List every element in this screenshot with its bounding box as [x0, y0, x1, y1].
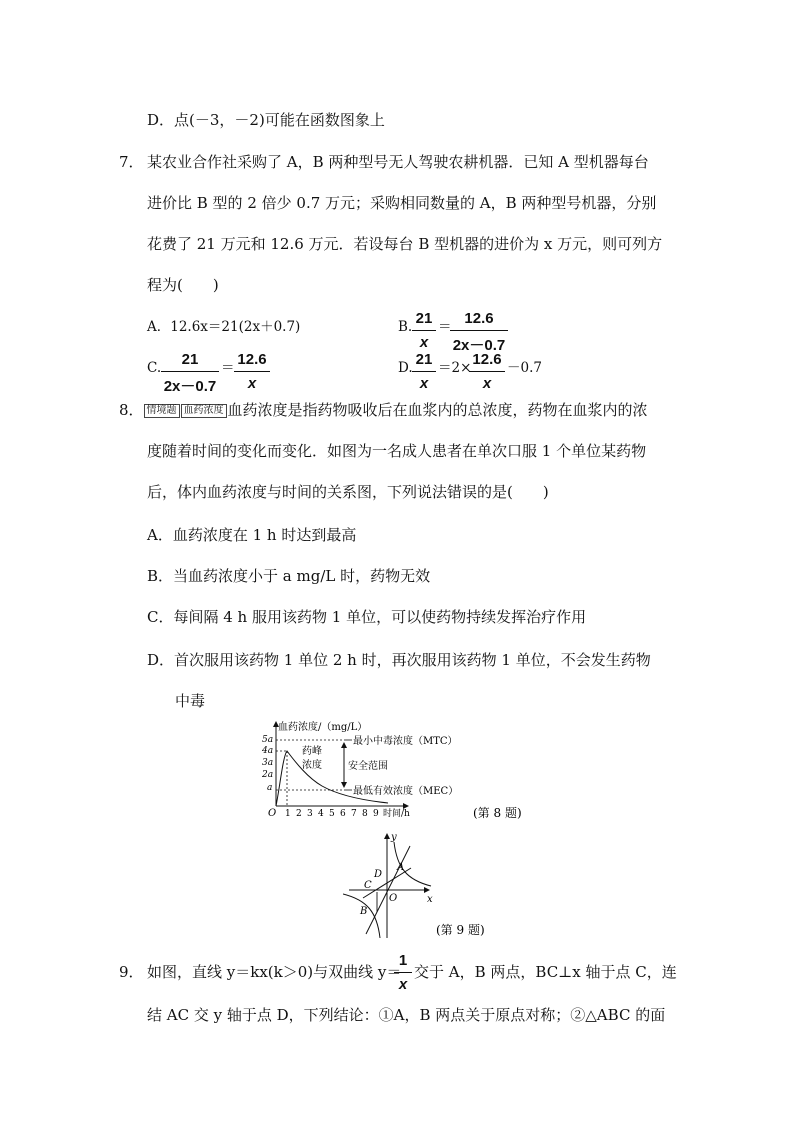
q9-frac-bar [394, 972, 412, 973]
q8-option-a: A．血药浓度在 1 h 时达到最高 [147, 526, 357, 544]
q9-label-d: D [374, 869, 383, 880]
q9-figure [343, 830, 513, 942]
q9-line-1a: 如图，直线 y＝kx(k＞0)与双曲线 y＝ [147, 963, 402, 981]
q8-tag-scenario: 情境题 [144, 404, 180, 418]
q9-frac-numerator: 1 [398, 952, 408, 969]
q7-option-b-label: B. [398, 319, 413, 335]
q8-caption: (第 8 题) [473, 806, 522, 820]
q8-xtick-9: 9 [373, 809, 379, 819]
q8-xtick-3: 3 [307, 809, 313, 819]
q8-peak-label-1: 药峰 [302, 746, 322, 757]
q7-d-denominator-1: x [419, 375, 429, 392]
q7-b-fraction-bar-1 [412, 330, 436, 331]
q8-safe-range-label: 安全范围 [348, 761, 388, 772]
q9-line-2: 结 AC 交 y 轴于点 D，下列结论：①A，B 两点关于原点对称；②△ABC 的面 [147, 1006, 666, 1024]
q7-c-equals: ＝ [221, 360, 235, 376]
q8-tag-topic: 血药浓度 [181, 404, 227, 418]
q7-b-numerator-1: 21 [415, 310, 433, 327]
q8-fig-ylabel: 血药浓度/（mg/L） [278, 722, 368, 733]
q8-option-d-line-1: D．首次服用该药物 1 单位 2 h 时，再次服用该药物 1 单位，不会发生药物 [147, 651, 651, 669]
q9-label-c: C [364, 880, 372, 891]
q8-xtick-1: 1 [285, 809, 291, 819]
q8-ytick-5a: 5a [262, 735, 274, 745]
q8-ytick-a: a [267, 783, 273, 793]
q7-b-equals: ＝ [438, 319, 452, 335]
q7-line-4: 程为( ) [147, 276, 219, 294]
q7-number: 7． [119, 153, 144, 171]
q7-c-denominator-1: 2x－0.7 [163, 378, 217, 395]
q8-xtick-7: 7 [351, 809, 357, 819]
q7-option-c-label: C. [147, 360, 162, 376]
q7-d-numerator-2: 12.6 [472, 351, 502, 368]
q8-option-b: B．当血药浓度小于 a mg/L 时，药物无效 [147, 567, 431, 585]
q8-first-line [119, 400, 648, 420]
q8-fig-xlabel: 时间/h [383, 809, 410, 819]
q9-label-o: O [389, 893, 398, 904]
q8-ytick-3a: 3a [262, 758, 274, 768]
q8-figure [256, 716, 546, 828]
q7-option-d-label: D. [398, 360, 413, 376]
q8-line-1: 血药浓度是指药物吸收后在血浆内的总浓度，药物在血浆内的浓 [227, 401, 648, 419]
q7-b-numerator-2: 12.6 [464, 310, 494, 327]
q8-xtick-5: 5 [329, 809, 335, 819]
q7-d-equals-times: ＝2× [438, 360, 472, 376]
q8-xtick-8: 8 [362, 809, 368, 819]
q8-concentration-curve [276, 751, 388, 806]
q7-line-1: 某农业合作社采购了 A，B 两种型号无人驾驶农耕机器．已知 A 型机器每台 [147, 153, 649, 171]
q9-label-y: y [391, 832, 397, 843]
q6-option-d: D．点(－3，－2)可能在函数图象上 [147, 111, 385, 129]
q7-option-a: A．12.6x＝21(2x＋0.7) [147, 319, 301, 335]
q8-line-3: 后，体内血药浓度与时间的关系图，下列说法错误的是( ) [147, 483, 549, 501]
q7-d-denominator-2: x [482, 375, 492, 392]
q8-number: 8． [119, 401, 144, 419]
q7-d-tail: －0.7 [507, 360, 542, 376]
q8-xtick-4: 4 [318, 809, 324, 819]
q8-option-d-line-2: 中毒 [175, 692, 206, 710]
q8-ytick-4a: 4a [262, 746, 274, 756]
q7-d-numerator-1: 21 [415, 351, 433, 368]
q8-origin: O [268, 808, 277, 819]
q7-line-3: 花费了 21 万元和 12.6 万元．若设每台 B 型机器的进价为 x 万元，则可列方 [147, 235, 663, 253]
q7-c-numerator-2: 12.6 [237, 351, 267, 368]
q7-line-2: 进价比 B 型的 2 倍少 0.7 万元；采购相同数量的 A，B 两种型号机器，分别 [147, 194, 657, 212]
q9-label-x: x [427, 894, 433, 905]
q7-d-fraction-bar-1 [412, 371, 436, 372]
q8-mec-label: 最低有效浓度（MEC） [353, 786, 459, 797]
q8-xtick-2: 2 [296, 809, 302, 819]
q8-xtick-6: 6 [340, 809, 346, 819]
q7-b-fraction-bar-2 [450, 330, 508, 331]
q7-c-fraction-bar-1 [161, 371, 219, 372]
q8-ytick-2a: 2a [262, 770, 274, 780]
q7-b-denominator-2: 2x－0.7 [452, 337, 506, 354]
q8-option-c: C．每间隔 4 h 服用该药物 1 单位，可以使药物持续发挥治疗作用 [147, 608, 587, 626]
q7-c-numerator-1: 21 [181, 351, 199, 368]
q7-b-denominator-1: x [419, 334, 429, 351]
q9-label-b: B [360, 906, 368, 917]
q9-label-a: A [397, 862, 405, 873]
q8-peak-label-2: 浓度 [302, 760, 322, 771]
q7-d-fraction-bar-2 [469, 371, 505, 372]
q9-number: 9． [119, 963, 144, 981]
q8-line-2: 度随着时间的变化而变化．如图为一名成人患者在单次口服 1 个单位某药物 [147, 442, 647, 460]
q7-c-fraction-bar-2 [234, 371, 270, 372]
q9-frac-denominator: x [398, 976, 408, 993]
q9-caption: (第 9 题) [436, 923, 485, 937]
q7-c-denominator-2: x [247, 375, 257, 392]
q8-mtc-label: 最小中毒浓度（MTC） [353, 736, 458, 747]
q9-line-1b: 交于 A，B 两点，BC⊥x 轴于点 C，连 [414, 963, 677, 981]
